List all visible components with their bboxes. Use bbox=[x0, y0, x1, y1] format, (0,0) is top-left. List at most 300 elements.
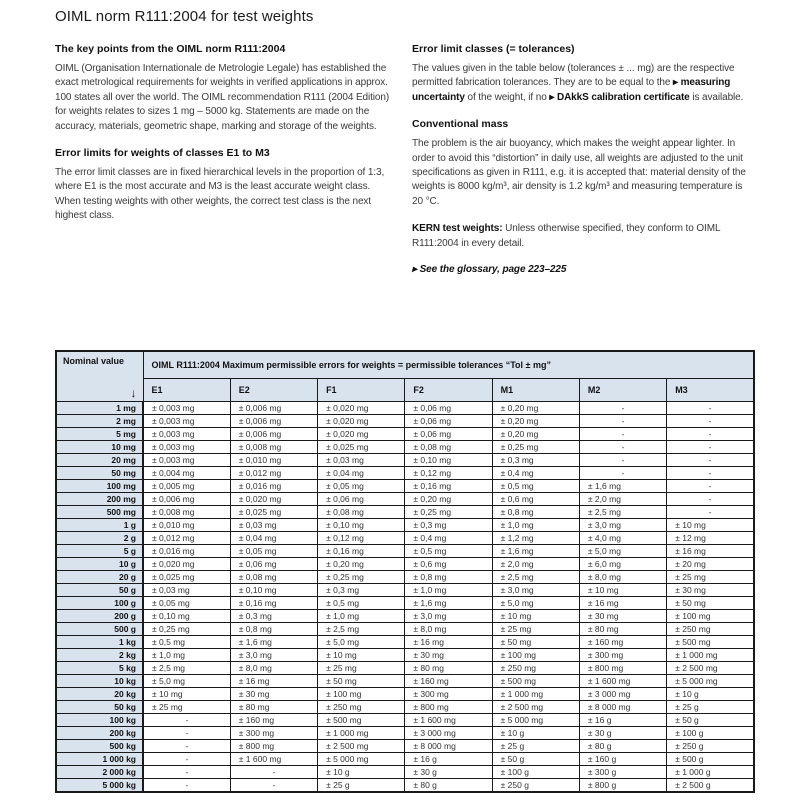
tolerance-cell: ± 0,004 mg bbox=[143, 467, 230, 480]
tolerance-cell: ± 8 000 mg bbox=[405, 740, 492, 753]
tolerance-cell: ± 100 g bbox=[667, 727, 754, 740]
tolerance-cell: - bbox=[667, 428, 754, 441]
tolerance-cell: - bbox=[579, 428, 666, 441]
class-header-f1: F1 bbox=[318, 379, 405, 402]
tolerance-cell: ± 10 g bbox=[492, 727, 579, 740]
tolerance-cell: ± 16 mg bbox=[405, 636, 492, 649]
tolerance-cell: ± 5 000 mg bbox=[318, 753, 405, 766]
tolerance-cell: ± 3 000 mg bbox=[405, 727, 492, 740]
tolerance-cell: ± 16 g bbox=[579, 714, 666, 727]
table-body bbox=[56, 402, 754, 793]
tolerance-cell: ± 3 000 mg bbox=[579, 688, 666, 701]
tolerance-cell: - bbox=[579, 454, 666, 467]
tolerance-cell: ± 10 mg bbox=[318, 649, 405, 662]
tolerance-cell: ± 0,16 mg bbox=[405, 480, 492, 493]
class-header-e1: E1 bbox=[143, 379, 230, 402]
table-header bbox=[56, 351, 754, 402]
tolerance-cell: ± 0,10 mg bbox=[318, 519, 405, 532]
tolerance-cell: ± 1,6 mg bbox=[405, 597, 492, 610]
tolerance-cell: ± 25 g bbox=[492, 740, 579, 753]
tolerance-cell: ± 0,016 mg bbox=[143, 545, 230, 558]
tolerance-cell: ± 2 500 mg bbox=[492, 701, 579, 714]
tolerance-cell: ± 80 mg bbox=[405, 662, 492, 675]
nominal-value-header bbox=[56, 351, 143, 402]
text-segment: KERN test weights: bbox=[412, 223, 503, 235]
table-row bbox=[56, 571, 754, 584]
tolerance-cell: ± 0,4 mg bbox=[405, 532, 492, 545]
tolerance-cell: ± 12 mg bbox=[667, 532, 754, 545]
tolerance-cell: ± 2,0 mg bbox=[492, 558, 579, 571]
tolerance-cell: ± 0,12 mg bbox=[405, 467, 492, 480]
tolerance-cell: ± 0,06 mg bbox=[230, 558, 317, 571]
tolerance-cell: ± 6,0 mg bbox=[579, 558, 666, 571]
tolerance-cell: - bbox=[667, 480, 754, 493]
tolerance-cell: - bbox=[579, 402, 666, 415]
tolerance-cell: ± 0,005 mg bbox=[143, 480, 230, 493]
text-segment: ▸ measuring uncertainty bbox=[412, 77, 731, 103]
kern-note-paragraph bbox=[412, 222, 747, 251]
tolerance-cell: ± 30 mg bbox=[667, 584, 754, 597]
table-row bbox=[56, 402, 754, 415]
text-segment: ▸ DAkkS calibration certificate bbox=[549, 91, 690, 103]
tolerance-cell: ± 80 g bbox=[405, 779, 492, 793]
tolerance-cell: - bbox=[143, 779, 230, 793]
table-row bbox=[56, 532, 754, 545]
tolerance-cell: - bbox=[143, 740, 230, 753]
tolerance-cell: ± 5 000 mg bbox=[492, 714, 579, 727]
tolerance-cell: ± 8,0 mg bbox=[579, 571, 666, 584]
table-row bbox=[56, 740, 754, 753]
tolerance-cell: ± 800 g bbox=[579, 779, 666, 793]
tolerance-cell: ± 30 mg bbox=[405, 649, 492, 662]
tolerance-cell: ± 0,006 mg bbox=[143, 493, 230, 506]
tolerance-cell: ± 0,03 mg bbox=[230, 519, 317, 532]
tolerance-cell: - bbox=[579, 441, 666, 454]
tolerance-cell: ± 0,06 mg bbox=[405, 428, 492, 441]
tolerance-cell: ± 0,025 mg bbox=[318, 441, 405, 454]
tolerance-cell: - bbox=[143, 766, 230, 779]
tolerance-cell: ± 0,5 mg bbox=[143, 636, 230, 649]
nominal-cell: 500 mg bbox=[56, 506, 143, 519]
tolerance-cell: ± 10 mg bbox=[492, 610, 579, 623]
nominal-cell: 50 kg bbox=[56, 701, 143, 714]
tolerance-cell: ± 0,6 mg bbox=[405, 558, 492, 571]
tolerance-cell: ± 30 g bbox=[405, 766, 492, 779]
nominal-cell: 200 mg bbox=[56, 493, 143, 506]
tolerance-cell: ± 2,5 mg bbox=[492, 571, 579, 584]
right-column bbox=[412, 43, 747, 275]
tolerance-cell: ± 0,020 mg bbox=[318, 402, 405, 415]
tolerance-cell: ± 0,25 mg bbox=[405, 506, 492, 519]
nominal-cell: 10 g bbox=[56, 558, 143, 571]
tolerance-cell: ± 0,3 mg bbox=[405, 519, 492, 532]
tolerance-cell: ± 300 mg bbox=[230, 727, 317, 740]
nominal-cell: 20 mg bbox=[56, 454, 143, 467]
tolerance-cell: ± 0,006 mg bbox=[230, 402, 317, 415]
tolerance-cell: ± 0,6 mg bbox=[492, 493, 579, 506]
key-points-paragraph bbox=[55, 62, 390, 134]
tolerance-cell: ± 0,020 mg bbox=[318, 415, 405, 428]
error-limits-heading: Error limits for weights of classes E1 to M3 bbox=[55, 147, 270, 160]
tolerance-cell: ± 1,6 mg bbox=[230, 636, 317, 649]
page-title: OIML norm R111:2004 for test weights bbox=[55, 8, 314, 25]
tolerance-cell: ± 0,25 mg bbox=[492, 441, 579, 454]
tolerance-cell: ± 0,10 mg bbox=[230, 584, 317, 597]
tolerance-cell: ± 100 mg bbox=[318, 688, 405, 701]
text-segment: The problem is the air buoyancy, which makes the weight appear lighter. In order to avoid this “distortion” in daily use, all weights are adjusted to the unit specifications as given in R111, e.g. it is accepted that: material density of the weights is 8000 kg/m³, air density is 1.2 kg/m³ and measuring temperature is 20 °C. bbox=[412, 138, 746, 207]
tolerance-cell: ± 5,0 mg bbox=[143, 675, 230, 688]
nominal-cell: 5 kg bbox=[56, 662, 143, 675]
tolerance-cell: ± 2,5 mg bbox=[143, 662, 230, 675]
tolerance-cell: ± 0,10 mg bbox=[405, 454, 492, 467]
nominal-cell: 5 mg bbox=[56, 428, 143, 441]
nominal-cell: 20 g bbox=[56, 571, 143, 584]
text-segment: OIML (Organisation Internationale de Metrologie Legale) has established the exact metrological requirements for weights in verified applications in approx. 100 states all over the world. The OIML recommendation R111 (2004 Edition) for weights relates to sizes 1 mg – 5000 kg. Statements are made on the accuracy, materials, geometric shape, marking and storage of the weights. bbox=[55, 63, 390, 132]
tolerance-table bbox=[55, 350, 755, 793]
error-limit-classes-paragraph bbox=[412, 62, 747, 105]
tolerance-cell: ± 160 mg bbox=[405, 675, 492, 688]
tolerance-cell: ± 16 mg bbox=[667, 545, 754, 558]
class-header-row bbox=[56, 379, 754, 402]
nominal-cell: 2 mg bbox=[56, 415, 143, 428]
text-segment: Unless otherwise specified, they conform to OIML R111:2004 in every detail. bbox=[412, 223, 721, 249]
tolerance-cell: ± 250 g bbox=[492, 779, 579, 793]
tolerance-cell: ± 0,003 mg bbox=[143, 415, 230, 428]
tolerance-cell: ± 10 mg bbox=[667, 519, 754, 532]
tolerance-cell: ± 25 g bbox=[318, 779, 405, 793]
tolerance-cell: ± 300 mg bbox=[405, 688, 492, 701]
table-row bbox=[56, 701, 754, 714]
tolerance-cell: ± 0,06 mg bbox=[318, 493, 405, 506]
tolerance-cell: - bbox=[667, 454, 754, 467]
tolerance-cell: ± 1,0 mg bbox=[318, 610, 405, 623]
tolerance-cell: ± 160 g bbox=[579, 753, 666, 766]
table-row bbox=[56, 519, 754, 532]
tolerance-cell: ± 0,05 mg bbox=[318, 480, 405, 493]
tolerance-cell: ± 250 mg bbox=[492, 662, 579, 675]
nominal-cell: 50 g bbox=[56, 584, 143, 597]
tolerance-cell: ± 160 mg bbox=[579, 636, 666, 649]
tolerance-cell: ± 50 g bbox=[492, 753, 579, 766]
table-row bbox=[56, 480, 754, 493]
tolerance-cell: ± 0,4 mg bbox=[492, 467, 579, 480]
tolerance-cell: ± 1,6 mg bbox=[579, 480, 666, 493]
tolerance-cell: ± 0,05 mg bbox=[143, 597, 230, 610]
table-row bbox=[56, 662, 754, 675]
tolerance-cell: ± 80 g bbox=[579, 740, 666, 753]
tolerance-cell: ± 0,5 mg bbox=[492, 480, 579, 493]
glossary-link: ▸ See the glossary, page 223–225 bbox=[412, 264, 567, 276]
tolerance-cell: ± 2 500 mg bbox=[318, 740, 405, 753]
tolerance-cell: - bbox=[230, 766, 317, 779]
tolerance-cell: - bbox=[143, 727, 230, 740]
table-row bbox=[56, 454, 754, 467]
tolerance-cell: ± 16 mg bbox=[579, 597, 666, 610]
class-header-m2: M2 bbox=[579, 379, 666, 402]
tolerance-cell: ± 8 000 mg bbox=[579, 701, 666, 714]
error-limit-classes-heading: Error limit classes (= tolerances) bbox=[412, 43, 575, 55]
tolerance-cell: ± 10 g bbox=[667, 688, 754, 701]
table-row bbox=[56, 545, 754, 558]
conventional-mass-paragraph bbox=[412, 137, 747, 209]
table-row bbox=[56, 558, 754, 571]
table-row bbox=[56, 636, 754, 649]
tolerance-cell: ± 300 mg bbox=[579, 649, 666, 662]
tolerance-cell: ± 30 g bbox=[579, 727, 666, 740]
tolerance-cell: ± 1 600 mg bbox=[579, 675, 666, 688]
table-row bbox=[56, 441, 754, 454]
table-row bbox=[56, 753, 754, 766]
tolerance-cell: - bbox=[230, 779, 317, 793]
tolerance-cell: ± 50 mg bbox=[667, 597, 754, 610]
tolerance-cell: ± 0,008 mg bbox=[143, 506, 230, 519]
tolerance-cell: ± 0,08 mg bbox=[230, 571, 317, 584]
text-columns bbox=[55, 43, 747, 275]
tolerance-cell: ± 10 mg bbox=[143, 688, 230, 701]
tolerance-cell: ± 1,6 mg bbox=[492, 545, 579, 558]
class-header-e2: E2 bbox=[230, 379, 317, 402]
nominal-cell: 500 kg bbox=[56, 740, 143, 753]
tolerance-cell: ± 0,20 mg bbox=[492, 402, 579, 415]
tolerance-cell: ± 1 000 g bbox=[667, 766, 754, 779]
nominal-cell: 5 000 kg bbox=[56, 779, 143, 793]
tolerance-cell: ± 0,8 mg bbox=[230, 623, 317, 636]
tolerance-cell: ± 1 000 mg bbox=[667, 649, 754, 662]
down-arrow-icon: ↓ bbox=[130, 386, 137, 400]
table-row bbox=[56, 688, 754, 701]
tolerance-cell: ± 5,0 mg bbox=[492, 597, 579, 610]
table-row bbox=[56, 597, 754, 610]
tolerance-cell: ± 0,008 mg bbox=[230, 441, 317, 454]
tolerance-cell: ± 20 mg bbox=[667, 558, 754, 571]
tolerance-cell: ± 8,0 mg bbox=[230, 662, 317, 675]
tolerance-cell: ± 0,020 mg bbox=[230, 493, 317, 506]
tolerance-cell: - bbox=[667, 402, 754, 415]
tolerance-cell: ± 1 600 mg bbox=[230, 753, 317, 766]
tolerance-cell: ± 3,0 mg bbox=[492, 584, 579, 597]
nominal-value-label: Nominal value bbox=[63, 356, 125, 366]
tolerance-cell: ± 0,03 mg bbox=[143, 584, 230, 597]
tolerance-cell: ± 100 g bbox=[492, 766, 579, 779]
tolerance-cell: ± 100 mg bbox=[667, 610, 754, 623]
tolerance-cell: ± 0,25 mg bbox=[143, 623, 230, 636]
tolerance-cell: ± 10 mg bbox=[579, 584, 666, 597]
tolerance-cell: ± 2,5 mg bbox=[318, 623, 405, 636]
nominal-cell: 500 g bbox=[56, 623, 143, 636]
tolerance-cell: ± 16 g bbox=[405, 753, 492, 766]
tolerance-cell: ± 50 mg bbox=[492, 636, 579, 649]
tolerance-cell: ± 0,20 mg bbox=[492, 415, 579, 428]
tolerance-cell: ± 0,03 mg bbox=[318, 454, 405, 467]
tolerance-cell: ± 0,003 mg bbox=[143, 428, 230, 441]
tolerance-cell: - bbox=[667, 493, 754, 506]
tolerance-cell: ± 0,025 mg bbox=[230, 506, 317, 519]
tolerance-cell: ± 0,16 mg bbox=[318, 545, 405, 558]
nominal-cell: 2 000 kg bbox=[56, 766, 143, 779]
nominal-cell: 1 000 kg bbox=[56, 753, 143, 766]
table-row bbox=[56, 649, 754, 662]
tolerance-cell: ± 5,0 mg bbox=[579, 545, 666, 558]
tolerance-cell: ± 1,2 mg bbox=[492, 532, 579, 545]
tolerance-cell: - bbox=[667, 467, 754, 480]
tolerance-cell: ± 0,16 mg bbox=[230, 597, 317, 610]
text-segment: of the weight, if no bbox=[464, 91, 550, 103]
nominal-cell: 1 g bbox=[56, 519, 143, 532]
nominal-cell: 20 kg bbox=[56, 688, 143, 701]
tolerance-cell: ± 0,8 mg bbox=[492, 506, 579, 519]
tolerance-cell: ± 0,10 mg bbox=[143, 610, 230, 623]
nominal-cell: 2 g bbox=[56, 532, 143, 545]
tolerance-cell: ± 800 mg bbox=[230, 740, 317, 753]
table-row bbox=[56, 714, 754, 727]
table-row bbox=[56, 766, 754, 779]
tolerance-cell: ± 800 mg bbox=[405, 701, 492, 714]
nominal-cell: 2 kg bbox=[56, 649, 143, 662]
nominal-cell: 1 kg bbox=[56, 636, 143, 649]
tolerance-cell: ± 30 mg bbox=[579, 610, 666, 623]
tolerance-cell: ± 0,08 mg bbox=[405, 441, 492, 454]
tolerance-cell: ± 100 mg bbox=[492, 649, 579, 662]
tolerance-cell: ± 2,5 mg bbox=[579, 506, 666, 519]
text-segment: is available. bbox=[689, 91, 744, 103]
tolerance-cell: ± 16 mg bbox=[230, 675, 317, 688]
tolerance-cell: ± 25 mg bbox=[143, 701, 230, 714]
table-title-row bbox=[56, 351, 754, 379]
tolerance-cell: ± 25 mg bbox=[667, 571, 754, 584]
nominal-cell: 100 g bbox=[56, 597, 143, 610]
tolerance-cell: ± 30 mg bbox=[230, 688, 317, 701]
table-row bbox=[56, 584, 754, 597]
nominal-cell: 10 kg bbox=[56, 675, 143, 688]
tolerance-cell: ± 1 000 mg bbox=[492, 688, 579, 701]
tolerance-cell: ± 0,012 mg bbox=[230, 467, 317, 480]
tolerance-cell: ± 25 g bbox=[667, 701, 754, 714]
text-segment: The error limit classes are in fixed hierarchical levels in the proportion of 1:3, where E1 is the most accurate and M3 is the least accurate weight class. When testing weights with other weights, the correct test class is the next highest class. bbox=[55, 167, 385, 222]
nominal-cell: 100 kg bbox=[56, 714, 143, 727]
class-header-m3: M3 bbox=[667, 379, 754, 402]
tolerance-cell: ± 0,3 mg bbox=[230, 610, 317, 623]
tolerance-cell: ± 80 mg bbox=[579, 623, 666, 636]
tolerance-cell: ± 500 mg bbox=[667, 636, 754, 649]
tolerance-cell: ± 0,006 mg bbox=[230, 415, 317, 428]
tolerance-cell: ± 0,006 mg bbox=[230, 428, 317, 441]
tolerance-cell: ± 0,3 mg bbox=[318, 584, 405, 597]
nominal-cell: 100 mg bbox=[56, 480, 143, 493]
tolerance-cell: - bbox=[667, 415, 754, 428]
tolerance-cell: ± 0,08 mg bbox=[318, 506, 405, 519]
tolerance-cell: - bbox=[143, 753, 230, 766]
table-row bbox=[56, 675, 754, 688]
tolerance-cell: ± 0,25 mg bbox=[318, 571, 405, 584]
tolerance-cell: - bbox=[667, 441, 754, 454]
tolerance-cell: ± 1,0 mg bbox=[405, 584, 492, 597]
table-row bbox=[56, 467, 754, 480]
tolerance-cell: ± 0,020 mg bbox=[318, 428, 405, 441]
table-row bbox=[56, 623, 754, 636]
tolerance-cell: ± 0,025 mg bbox=[143, 571, 230, 584]
tolerance-cell: ± 1,0 mg bbox=[143, 649, 230, 662]
tolerance-cell: ± 0,003 mg bbox=[143, 454, 230, 467]
tolerance-cell: - bbox=[667, 506, 754, 519]
class-header-f2: F2 bbox=[405, 379, 492, 402]
tolerance-cell: ± 50 mg bbox=[318, 675, 405, 688]
tolerance-cell: ± 0,020 mg bbox=[143, 558, 230, 571]
tolerance-cell: ± 3,0 mg bbox=[579, 519, 666, 532]
tolerance-cell: ± 0,05 mg bbox=[230, 545, 317, 558]
tolerance-cell: ± 0,06 mg bbox=[405, 402, 492, 415]
tolerance-cell: ± 2,0 mg bbox=[579, 493, 666, 506]
nominal-cell: 200 kg bbox=[56, 727, 143, 740]
tolerance-cell: ± 0,06 mg bbox=[405, 415, 492, 428]
tolerance-cell: ± 0,04 mg bbox=[318, 467, 405, 480]
tolerance-cell: ± 2 500 mg bbox=[667, 662, 754, 675]
tolerance-cell: ± 500 mg bbox=[492, 675, 579, 688]
table-row bbox=[56, 415, 754, 428]
table-row bbox=[56, 727, 754, 740]
tolerance-cell: ± 3,0 mg bbox=[405, 610, 492, 623]
error-limits-paragraph bbox=[55, 166, 390, 224]
tolerance-cell: ± 500 mg bbox=[318, 714, 405, 727]
nominal-cell: 200 g bbox=[56, 610, 143, 623]
tolerance-cell: ± 0,3 mg bbox=[492, 454, 579, 467]
tolerance-cell: ± 800 mg bbox=[579, 662, 666, 675]
tolerance-cell: ± 250 mg bbox=[667, 623, 754, 636]
key-points-heading: The key points from the OIML norm R111:2004 bbox=[55, 43, 286, 55]
tolerance-cell: - bbox=[579, 415, 666, 428]
tolerance-cell: ± 8,0 mg bbox=[405, 623, 492, 636]
tolerance-cell: ± 300 g bbox=[579, 766, 666, 779]
tolerance-cell: ± 250 g bbox=[667, 740, 754, 753]
tolerance-cell: ± 0,5 mg bbox=[405, 545, 492, 558]
table-row bbox=[56, 428, 754, 441]
tolerance-cell: ± 0,010 mg bbox=[143, 519, 230, 532]
table-title: OIML R111:2004 Maximum permissible errors for weights = permissible tolerances “Tol ± mg” bbox=[143, 351, 754, 379]
class-header-m1: M1 bbox=[492, 379, 579, 402]
tolerance-cell: ± 0,12 mg bbox=[318, 532, 405, 545]
text-segment: The values given in the table below (tolerances ± ... mg) are the respective permitted fabrication tolerances. They are to be equal to the bbox=[412, 63, 735, 89]
table-row bbox=[56, 779, 754, 793]
tolerance-cell: ± 5 000 mg bbox=[667, 675, 754, 688]
tolerance-cell: ± 0,04 mg bbox=[230, 532, 317, 545]
tolerance-cell: ± 1,0 mg bbox=[492, 519, 579, 532]
tolerance-cell: ± 160 mg bbox=[230, 714, 317, 727]
tolerance-cell: ± 50 g bbox=[667, 714, 754, 727]
nominal-cell: 5 g bbox=[56, 545, 143, 558]
left-column bbox=[55, 43, 390, 275]
conventional-mass-heading: Conventional mass bbox=[412, 118, 509, 131]
nominal-cell: 10 mg bbox=[56, 441, 143, 454]
table-row bbox=[56, 610, 754, 623]
tolerance-cell: ± 0,20 mg bbox=[405, 493, 492, 506]
tolerance-cell: ± 2 500 g bbox=[667, 779, 754, 793]
tolerance-cell: - bbox=[579, 467, 666, 480]
tolerance-cell: ± 1 000 mg bbox=[318, 727, 405, 740]
tolerance-cell: ± 0,5 mg bbox=[318, 597, 405, 610]
tolerance-cell: - bbox=[143, 714, 230, 727]
tolerance-cell: ± 1 600 mg bbox=[405, 714, 492, 727]
tolerance-cell: ± 3,0 mg bbox=[230, 649, 317, 662]
tolerance-cell: ± 5,0 mg bbox=[318, 636, 405, 649]
tolerance-cell: ± 10 g bbox=[318, 766, 405, 779]
table-row bbox=[56, 506, 754, 519]
tolerance-cell: ± 500 g bbox=[667, 753, 754, 766]
tolerance-cell: ± 0,003 mg bbox=[143, 402, 230, 415]
nominal-cell: 50 mg bbox=[56, 467, 143, 480]
tolerance-cell: ± 0,003 mg bbox=[143, 441, 230, 454]
tolerance-cell: ± 25 mg bbox=[318, 662, 405, 675]
nominal-cell: 1 mg bbox=[56, 402, 143, 415]
table-row bbox=[56, 493, 754, 506]
